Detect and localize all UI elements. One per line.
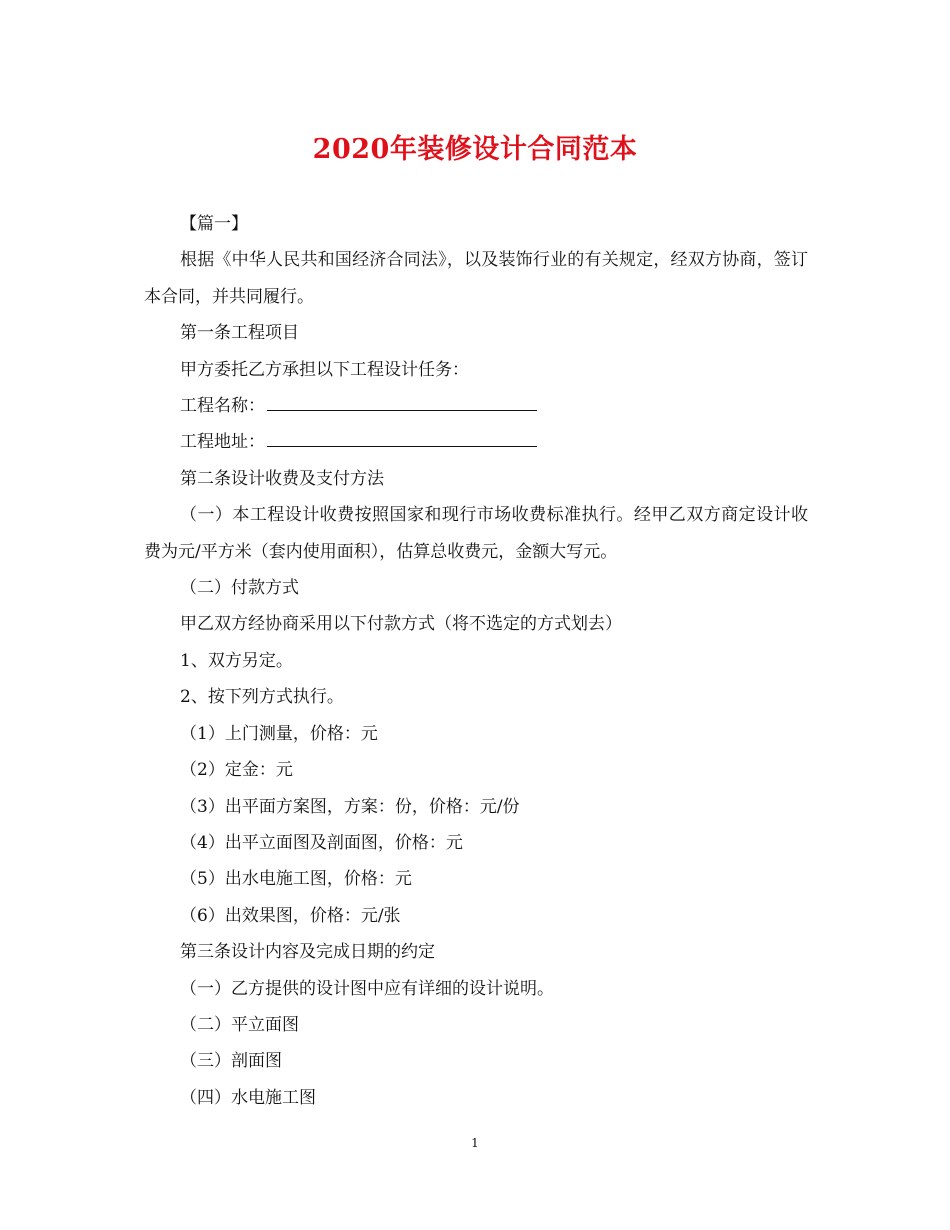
project-address-blank bbox=[267, 430, 537, 447]
list-item: 2、按下列方式执行。 bbox=[180, 687, 344, 708]
article-heading: 第一条工程项目 bbox=[180, 323, 299, 344]
paragraph: （二）付款方式 bbox=[180, 578, 299, 599]
list-item: （三）剖面图 bbox=[180, 1051, 282, 1072]
project-address-label: 工程地址： bbox=[180, 432, 265, 453]
list-item: （6）出效果图，价格：元/张 bbox=[180, 905, 401, 926]
article-heading: 第二条设计收费及支付方法 bbox=[180, 468, 384, 489]
article-heading: 第三条设计内容及完成日期的约定 bbox=[180, 942, 435, 963]
list-item: （一）乙方提供的设计图中应有详细的设计说明。 bbox=[180, 978, 554, 999]
section-heading: 【篇一】 bbox=[180, 214, 248, 234]
list-item: 1、双方另定。 bbox=[180, 650, 293, 671]
page-number: 1 bbox=[471, 1136, 479, 1150]
list-item: （3）出平面方案图，方案：份，价格：元/份 bbox=[180, 796, 520, 817]
paragraph: 甲乙双方经协商采用以下付款方式（将不选定的方式划去） bbox=[180, 614, 622, 635]
project-name-line bbox=[144, 388, 808, 424]
paragraph: 甲方委托乙方承担以下工程设计任务： bbox=[180, 359, 469, 380]
paragraph: （一）本工程设计收费按照国家和现行市场收费标准执行。经甲乙双方商定设计收费为元/平方米（套内使用面积），估算总收费元，金额大写元。 bbox=[144, 505, 808, 562]
list-item: （5）出水电施工图，价格：元 bbox=[180, 869, 412, 890]
list-item: （二）平立面图 bbox=[180, 1014, 299, 1035]
list-item: （2）定金：元 bbox=[180, 760, 293, 781]
list-item: （1）上门测量，价格：元 bbox=[180, 723, 378, 744]
project-name-blank bbox=[267, 394, 537, 411]
document-body bbox=[144, 206, 808, 1116]
list-item: （4）出平立面图及剖面图，价格：元 bbox=[180, 832, 463, 853]
project-address-line bbox=[144, 424, 808, 460]
paragraph: 根据《中华人民共和国经济合同法》，以及装饰行业的有关规定，经双方协商，签订本合同，并共同履行。 bbox=[144, 250, 808, 307]
list-item: （四）水电施工图 bbox=[180, 1087, 316, 1108]
project-name-label: 工程名称： bbox=[180, 396, 265, 417]
document-title: 2020年装修设计合同范本 bbox=[312, 134, 638, 165]
